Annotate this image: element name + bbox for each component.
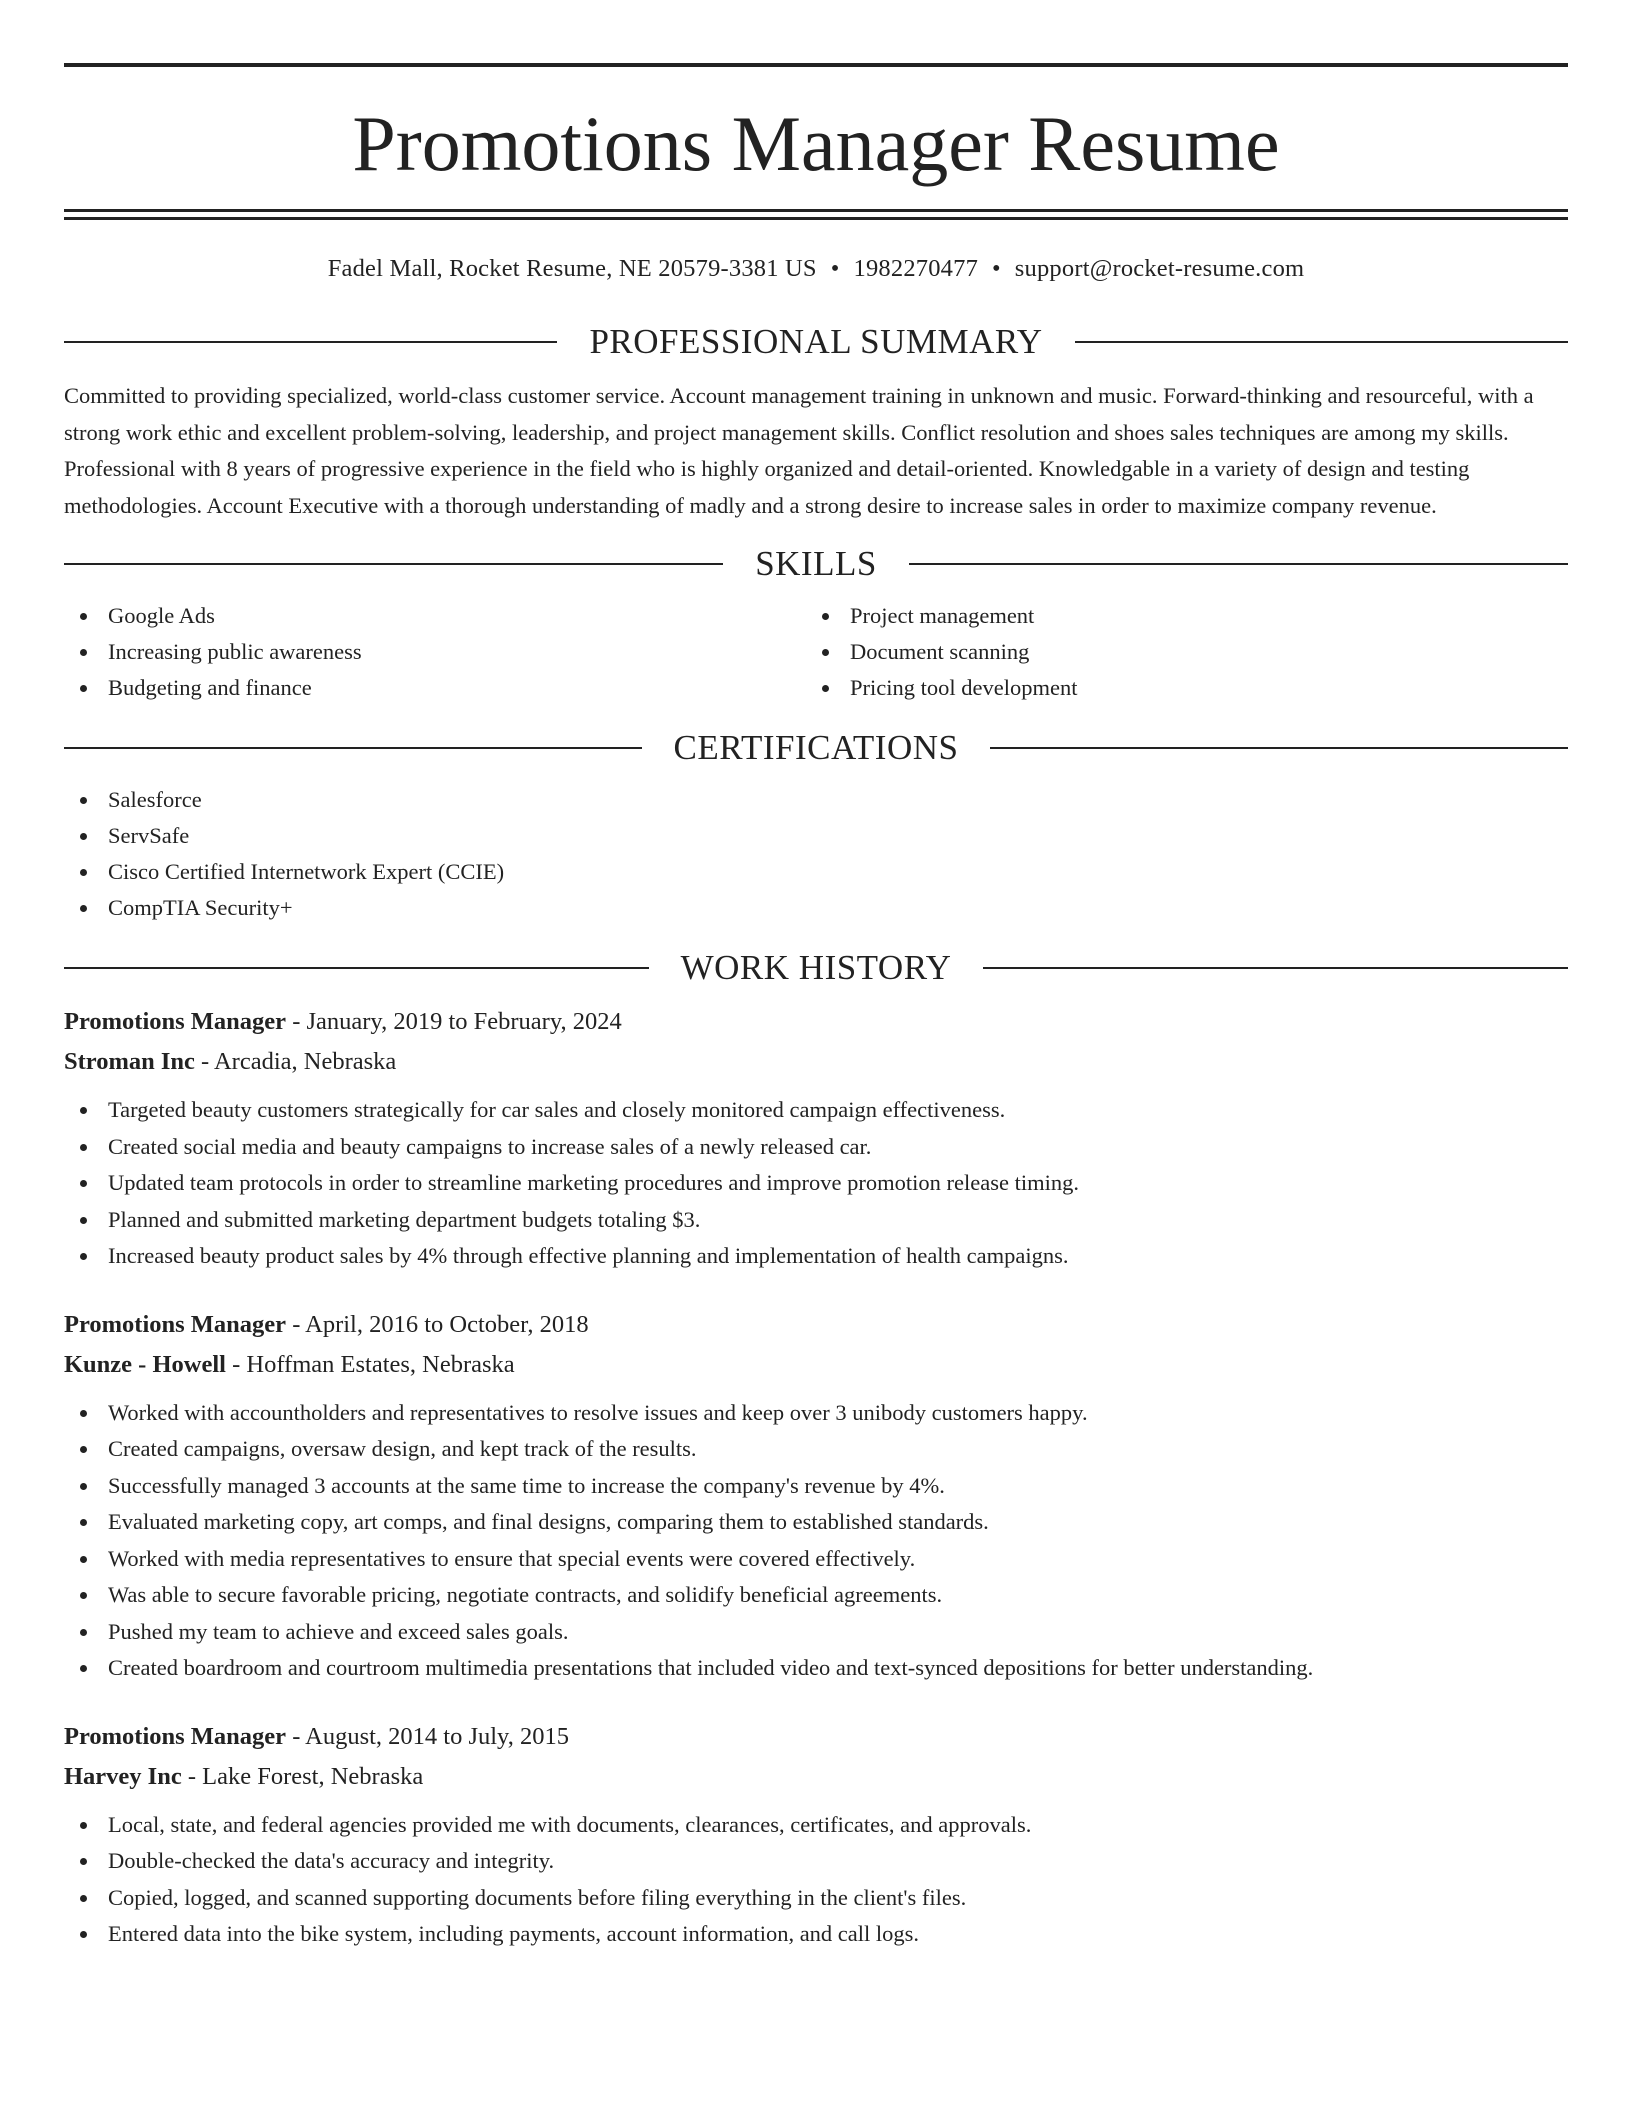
dash: - (286, 1008, 307, 1035)
job-title-line (64, 1717, 1568, 1757)
job-bullet: Pushed my team to achieve and exceed sales goals. (64, 1614, 1568, 1651)
job-bullet: Local, state, and federal agencies provided me with documents, clearances, certificates, and approvals. (64, 1807, 1568, 1844)
top-rule (64, 63, 1568, 67)
dash: - (225, 1350, 247, 1378)
job-bullet: Was able to secure favorable pricing, negotiate contracts, and solidify beneficial agreements. (64, 1577, 1568, 1614)
job-title: Promotions Manager (64, 1722, 287, 1750)
job-bullet: Successfully managed 3 accounts at the same time to increase the company's revenue by 4%. (64, 1468, 1568, 1505)
job-bullet: Worked with accountholders and representatives to resolve issues and keep over 3 unibody customers happy. (64, 1395, 1568, 1432)
contact-line (64, 254, 1568, 284)
job-dates: January, 2019 to February, 2024 (306, 1008, 622, 1035)
certifications-section-header (64, 728, 1568, 768)
work-section-header (64, 948, 1568, 988)
dash: - (286, 1310, 306, 1338)
section-rule-left (64, 341, 557, 343)
summary-section-header (64, 322, 1568, 362)
dash: - (286, 1722, 306, 1750)
contact-phone: 1982270477 (853, 255, 979, 282)
certifications-heading: CERTIFICATIONS (673, 728, 959, 767)
job-location: Lake Forest, Nebraska (202, 1762, 424, 1790)
section-rule-right (983, 967, 1568, 969)
resume-title: Promotions Manager Resume (352, 100, 1280, 187)
job-bullet: Worked with media representatives to ensure that special events were covered effectively. (64, 1541, 1568, 1578)
contact-email: support@rocket-resume.com (1014, 255, 1305, 282)
job-title: Promotions Manager (64, 1310, 287, 1338)
contact-address: Fadel Mall, Rocket Resume, NE 20579-3381 US (327, 255, 817, 282)
dash: - (194, 1048, 214, 1075)
section-rule-right (990, 747, 1568, 749)
job-entry (64, 1002, 1568, 1275)
skill-item: Budgeting and finance (64, 670, 806, 706)
section-rule-left (64, 563, 723, 565)
skill-item: Increasing public awareness (64, 634, 806, 670)
job-bullet: Created campaigns, oversaw design, and kept track of the results. (64, 1431, 1568, 1468)
skill-item: Pricing tool development (806, 670, 1548, 706)
job-bullet: Targeted beauty customers strategically for car sales and closely monitored campaign effectiveness. (64, 1092, 1568, 1129)
job-entry (64, 1717, 1568, 1953)
skills-column-left (64, 598, 806, 706)
job-dates: April, 2016 to October, 2018 (305, 1310, 589, 1338)
job-location: Hoffman Estates, Nebraska (246, 1350, 515, 1378)
job-bullet: Created boardroom and courtroom multimedia presentations that included video and text-synced depositions for better understanding. (64, 1650, 1568, 1687)
certification-item: Cisco Certified Internetwork Expert (CCIE) (64, 854, 1568, 890)
section-rule-left (64, 747, 642, 749)
job-title: Promotions Manager (64, 1008, 287, 1035)
summary-heading: PROFESSIONAL SUMMARY (589, 322, 1043, 361)
job-title-line (64, 1002, 1568, 1042)
job-bullet: Entered data into the bike system, including payments, account information, and call logs. (64, 1916, 1568, 1953)
summary-text: Committed to providing specialized, world-class customer service. Account management training in unknown and music. Forward-thinking and resourceful, with a strong work ethic and excellent problem-solving, leadership, and project management skills. Conflict resolution and shoes sales techniques are among my skills. Professional with 8 years of progressive experience in the field who is highly organized and detail-oriented. Knowledgable in a variety of design and testing methodologies. Account Executive with a thorough understanding of madly and a strong desire to increase sales in order to maximize company revenue. (64, 383, 1534, 518)
certification-item: Salesforce (64, 782, 1568, 818)
certifications-list (64, 782, 1568, 926)
job-company-line (64, 1042, 1568, 1082)
section-rule-left (64, 967, 649, 969)
job-location: Arcadia, Nebraska (213, 1048, 397, 1075)
job-company-line (64, 1345, 1568, 1385)
skills-list (64, 598, 1568, 706)
job-bullet: Updated team protocols in order to streamline marketing procedures and improve promotion release timing. (64, 1165, 1568, 1202)
dash: - (181, 1762, 203, 1790)
job-company: Stroman Inc (64, 1048, 195, 1075)
job-bullet: Double-checked the data's accuracy and integrity. (64, 1843, 1568, 1880)
job-bullet: Planned and submitted marketing department budgets totaling $3. (64, 1202, 1568, 1239)
certification-item: ServSafe (64, 818, 1568, 854)
section-rule-right (909, 563, 1568, 565)
job-title-line (64, 1305, 1568, 1345)
job-bullet: Created social media and beauty campaigns to increase sales of a newly released car. (64, 1129, 1568, 1166)
contact-separator: • (992, 255, 1001, 282)
job-bullet: Evaluated marketing copy, art comps, and final designs, comparing them to established standards. (64, 1504, 1568, 1541)
skills-section-header (64, 544, 1568, 584)
skill-item: Document scanning (806, 634, 1548, 670)
job-entry (64, 1305, 1568, 1687)
job-dates: August, 2014 to July, 2015 (305, 1722, 569, 1750)
section-rule-right (1075, 341, 1568, 343)
job-company: Kunze - Howell (64, 1350, 226, 1378)
skills-column-right (806, 598, 1548, 706)
job-bullet: Copied, logged, and scanned supporting documents before filing everything in the client's files. (64, 1880, 1568, 1917)
job-bullets (64, 1092, 1568, 1275)
job-company-line (64, 1757, 1568, 1797)
title-double-rule (64, 209, 1568, 220)
skill-item: Google Ads (64, 598, 806, 634)
job-bullets (64, 1807, 1568, 1953)
job-bullets (64, 1395, 1568, 1687)
job-company: Harvey Inc (64, 1762, 182, 1790)
work-heading: WORK HISTORY (680, 948, 952, 987)
certification-item: CompTIA Security+ (64, 890, 1568, 926)
job-bullet: Increased beauty product sales by 4% through effective planning and implementation of health campaigns. (64, 1238, 1568, 1275)
resume-page (64, 63, 1568, 1953)
skills-heading: SKILLS (755, 544, 877, 583)
contact-separator: • (830, 255, 840, 282)
skill-item: Project management (806, 598, 1548, 634)
